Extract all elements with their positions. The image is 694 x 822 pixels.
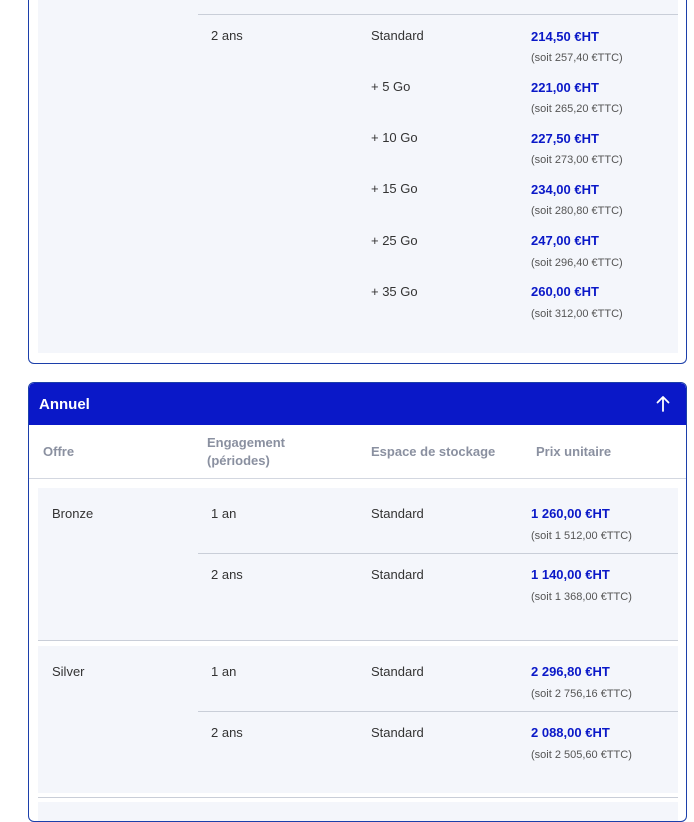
price-ttc: (soit 273,00 €TTC)	[531, 154, 623, 166]
price-ht: 221,00 €HT	[531, 80, 599, 95]
price-ht: 1 260,00 €HT	[531, 506, 610, 521]
column-header-engagement: Engagement	[207, 435, 286, 450]
engagement-cell: 1 an	[211, 506, 237, 521]
row-divider	[198, 553, 678, 554]
column-header-engagement-sub: (périodes)	[207, 453, 270, 468]
offer-name: Bronze	[52, 506, 94, 521]
column-header-storage: Espace de stockage	[371, 444, 496, 459]
price-ht: 227,50 €HT	[531, 131, 599, 146]
storage-cell: Standard	[371, 725, 424, 740]
pricing-card-previous	[28, 0, 687, 364]
price-ht: 234,00 €HT	[531, 182, 599, 197]
annual-pricing-card	[28, 382, 687, 822]
storage-cell: + 5 Go	[371, 79, 411, 94]
storage-cell: + 35 Go	[371, 284, 418, 299]
price-ttc: (soit 1 512,00 €TTC)	[531, 530, 632, 542]
engagement-cell: 1 an	[211, 664, 237, 679]
storage-cell: Standard	[371, 567, 424, 582]
arrow-up-icon[interactable]	[654, 394, 672, 414]
header-divider	[29, 478, 686, 479]
price-ttc: (soit 280,80 €TTC)	[531, 205, 623, 217]
price-ttc: (soit 312,00 €TTC)	[531, 308, 623, 320]
price-ht: 260,00 €HT	[531, 284, 599, 299]
row-divider	[198, 711, 678, 712]
price-ttc: (soit 2 756,16 €TTC)	[531, 688, 632, 700]
offer-divider	[38, 797, 678, 798]
engagement-cell: 2 ans	[211, 725, 243, 740]
engagement-cell: 2 ans	[211, 28, 243, 43]
engagement-cell: 2 ans	[211, 567, 243, 582]
storage-cell: + 15 Go	[371, 181, 418, 196]
price-ttc: (soit 1 368,00 €TTC)	[531, 591, 632, 603]
price-ht: 1 140,00 €HT	[531, 567, 610, 582]
storage-cell: Standard	[371, 506, 424, 521]
price-ht: 2 088,00 €HT	[531, 725, 610, 740]
column-header-unit-price: Prix unitaire	[536, 444, 612, 459]
storage-cell: Standard	[371, 28, 424, 43]
price-ttc: (soit 2 505,60 €TTC)	[531, 749, 632, 761]
offer-panel-next	[38, 802, 678, 822]
offer-panel-silver	[38, 646, 678, 793]
section-title: Annuel	[39, 396, 90, 413]
storage-cell: + 10 Go	[371, 130, 418, 145]
row-divider	[198, 14, 678, 15]
storage-cell: Standard	[371, 664, 424, 679]
offer-name: Silver	[52, 664, 85, 679]
price-ttc: (soit 265,20 €TTC)	[531, 103, 623, 115]
price-ttc: (soit 257,40 €TTC)	[531, 52, 623, 64]
price-ht: 247,00 €HT	[531, 233, 599, 248]
price-ht: 2 296,80 €HT	[531, 664, 610, 679]
offer-panel	[38, 0, 678, 353]
column-header-offer: Offre	[43, 444, 75, 459]
offer-divider	[38, 640, 678, 641]
annual-header[interactable]	[29, 383, 686, 425]
storage-cell: + 25 Go	[371, 233, 418, 248]
price-ht: 214,50 €HT	[531, 29, 599, 44]
offer-panel-bronze	[38, 488, 678, 640]
price-ttc: (soit 296,40 €TTC)	[531, 257, 623, 269]
